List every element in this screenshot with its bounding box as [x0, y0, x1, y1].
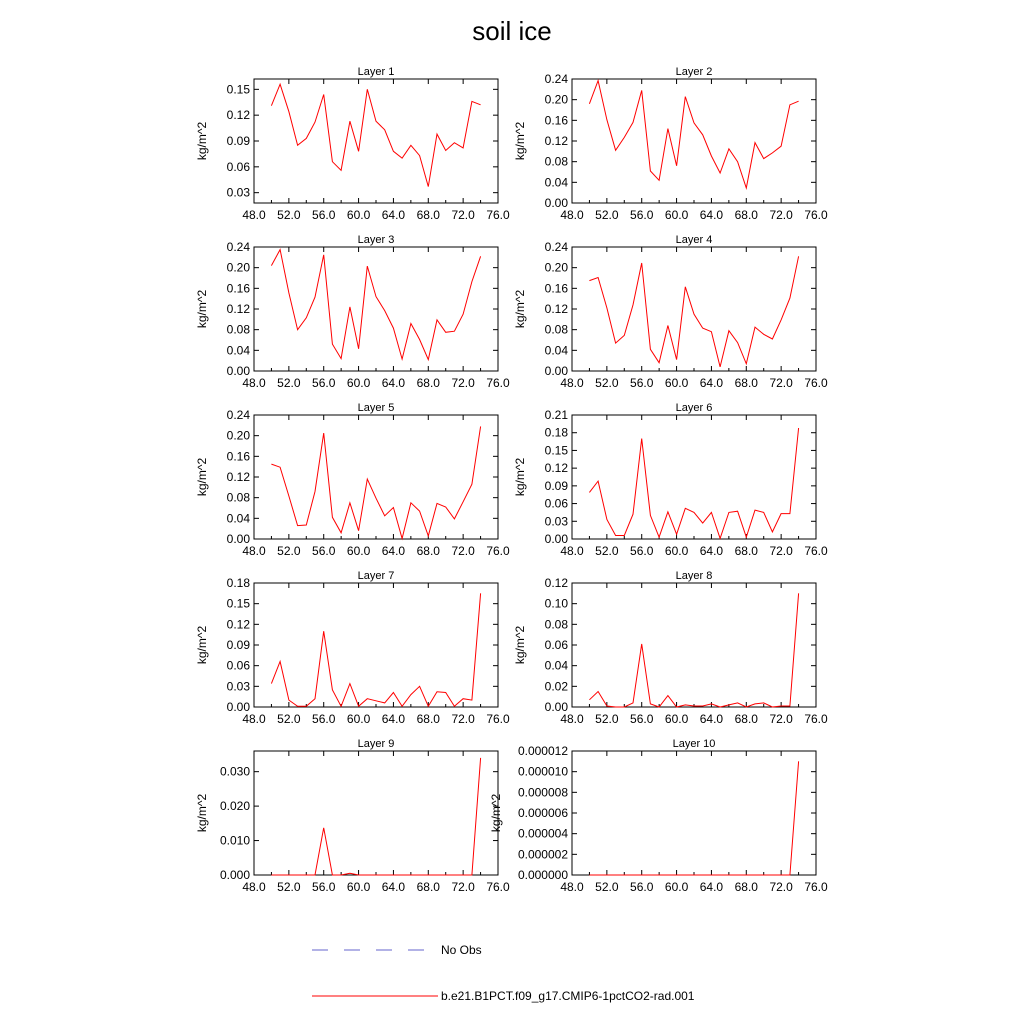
y-tick-label: 0.00 — [544, 364, 568, 378]
x-tick-label: 56.0 — [312, 880, 336, 894]
x-tick-label: 60.0 — [346, 880, 371, 894]
y-tick-label: 0.12 — [226, 617, 250, 632]
y-tick-label: 0.02 — [544, 679, 568, 694]
y-axis-label: kg/m^2 — [195, 121, 209, 161]
x-tick-label: 64.0 — [381, 376, 406, 390]
x-tick-label: 48.0 — [242, 544, 266, 558]
y-tick-label: 0.21 — [544, 408, 568, 422]
plot-frame — [572, 247, 816, 371]
y-tick-label: 0.16 — [544, 113, 568, 128]
y-tick-label: 0.16 — [226, 449, 250, 464]
y-tick-label: 0.04 — [544, 175, 568, 190]
figure-title: soil ice — [472, 16, 552, 46]
series-line — [589, 81, 798, 188]
y-tick-label: 0.08 — [226, 322, 250, 337]
panel-8 — [513, 570, 828, 726]
plot-frame — [572, 583, 816, 707]
y-tick-label: 0.00 — [544, 700, 568, 714]
x-tick-label: 56.0 — [630, 208, 654, 222]
legend-no-obs-line — [312, 940, 442, 960]
y-tick-label: 0.08 — [544, 322, 568, 337]
y-tick-label: 0.09 — [544, 478, 568, 493]
x-tick-label: 64.0 — [381, 544, 406, 558]
x-tick-label: 76.0 — [486, 208, 510, 222]
x-tick-label: 64.0 — [381, 712, 406, 726]
x-tick-label: 72.0 — [769, 544, 793, 558]
y-axis-label: kg/m^2 — [489, 793, 503, 833]
x-tick-label: 56.0 — [312, 712, 336, 726]
panel-title: Layer 5 — [357, 402, 395, 414]
y-tick-label: 0.10 — [544, 596, 568, 611]
x-tick-label: 64.0 — [381, 208, 406, 222]
x-tick-label: 60.0 — [346, 712, 371, 726]
plot-frame — [254, 79, 498, 203]
x-tick-label: 52.0 — [277, 376, 301, 390]
legend-model-run-label: b.e21.B1PCT.f09_g17.CMIP6-1pctCO2-rad.001 — [441, 989, 695, 1003]
y-tick-label: 0.08 — [544, 617, 568, 632]
panel-5 — [195, 402, 510, 558]
y-tick-label: 0.12 — [544, 134, 568, 148]
x-tick-label: 52.0 — [595, 208, 619, 222]
x-tick-label: 52.0 — [277, 712, 301, 726]
x-tick-label: 64.0 — [699, 376, 724, 390]
x-tick-label: 52.0 — [595, 376, 619, 390]
x-tick-label: 72.0 — [451, 208, 475, 222]
plot-frame — [254, 247, 498, 371]
panel-1 — [195, 66, 510, 222]
panel-title: Layer 8 — [675, 570, 713, 582]
x-tick-label: 76.0 — [804, 376, 828, 390]
x-tick-label: 56.0 — [312, 544, 336, 558]
x-tick-label: 52.0 — [277, 208, 301, 222]
x-tick-label: 68.0 — [416, 208, 440, 222]
panel-9 — [195, 738, 510, 894]
y-tick-label: 0.06 — [226, 159, 250, 174]
y-tick-label: 0.12 — [226, 302, 250, 316]
x-tick-label: 60.0 — [664, 544, 689, 558]
panel-title: Layer 9 — [357, 738, 395, 750]
x-tick-label: 64.0 — [699, 544, 724, 558]
x-tick-label: 68.0 — [734, 880, 758, 894]
y-tick-label: 0.15 — [226, 596, 250, 611]
x-tick-label: 48.0 — [242, 880, 266, 894]
x-tick-label: 64.0 — [381, 880, 406, 894]
plot-frame — [572, 79, 816, 203]
y-tick-label: 0.24 — [226, 408, 250, 422]
panel-7 — [195, 570, 510, 726]
y-tick-label: 0.15 — [226, 82, 250, 97]
panel-4 — [513, 234, 828, 390]
panel-title: Layer 6 — [675, 402, 713, 414]
x-tick-label: 64.0 — [699, 208, 724, 222]
x-tick-label: 52.0 — [595, 880, 619, 894]
y-tick-label: 0.010 — [219, 833, 250, 848]
y-tick-label: 0.12 — [226, 108, 250, 123]
panel-10 — [489, 738, 828, 894]
y-tick-label: 0.000008 — [517, 785, 568, 800]
y-tick-label: 0.09 — [226, 638, 250, 652]
y-tick-label: 0.24 — [544, 240, 568, 254]
x-tick-label: 48.0 — [560, 376, 584, 390]
y-axis-label: kg/m^2 — [513, 457, 527, 497]
x-tick-label: 52.0 — [277, 544, 301, 558]
y-tick-label: 0.00 — [226, 700, 250, 714]
plot-frame — [254, 751, 498, 875]
x-tick-label: 72.0 — [769, 712, 793, 726]
y-tick-label: 0.08 — [226, 490, 250, 505]
x-tick-label: 56.0 — [630, 376, 654, 390]
y-tick-label: 0.04 — [544, 343, 568, 358]
panel-title: Layer 1 — [357, 66, 395, 78]
y-tick-label: 0.20 — [226, 428, 250, 443]
series-line — [589, 256, 798, 367]
y-tick-label: 0.000006 — [517, 806, 568, 820]
panel-title: Layer 7 — [357, 570, 395, 582]
x-tick-label: 56.0 — [630, 712, 654, 726]
y-tick-label: 0.06 — [544, 638, 568, 652]
y-axis-label: kg/m^2 — [195, 793, 209, 833]
y-tick-label: 0.20 — [544, 92, 568, 107]
y-tick-label: 0.15 — [544, 443, 568, 458]
x-tick-label: 60.0 — [664, 880, 689, 894]
plot-frame — [572, 751, 816, 875]
x-tick-label: 72.0 — [451, 712, 475, 726]
y-tick-label: 0.08 — [544, 154, 568, 169]
x-tick-label: 72.0 — [451, 880, 475, 894]
plot-frame — [254, 583, 498, 707]
y-tick-label: 0.12 — [544, 576, 568, 590]
legend-no-obs-label: No Obs — [441, 943, 482, 957]
x-tick-label: 64.0 — [699, 880, 724, 894]
x-tick-label: 52.0 — [277, 880, 301, 894]
x-tick-label: 68.0 — [734, 376, 758, 390]
series-line — [271, 84, 480, 186]
series-line — [589, 761, 798, 875]
y-tick-label: 0.12 — [226, 470, 250, 484]
y-axis-label: kg/m^2 — [195, 625, 209, 665]
series-line — [271, 426, 480, 538]
x-tick-label: 52.0 — [595, 544, 619, 558]
plot-frame — [572, 415, 816, 539]
y-axis-label: kg/m^2 — [195, 457, 209, 497]
x-tick-label: 56.0 — [312, 376, 336, 390]
panel-title: Layer 2 — [675, 66, 713, 78]
y-tick-label: 0.09 — [226, 134, 250, 148]
y-tick-label: 0.03 — [226, 185, 250, 200]
x-tick-label: 48.0 — [242, 376, 266, 390]
y-tick-label: 0.000002 — [517, 847, 568, 862]
panel-2 — [513, 66, 828, 222]
x-tick-label: 64.0 — [699, 712, 724, 726]
y-tick-label: 0.18 — [226, 576, 250, 590]
legend-model-run — [312, 986, 732, 1006]
y-tick-label: 0.03 — [544, 514, 568, 529]
y-tick-label: 0.000012 — [517, 744, 568, 758]
y-tick-label: 0.04 — [544, 658, 568, 673]
x-tick-label: 48.0 — [242, 208, 266, 222]
series-line — [271, 250, 480, 360]
y-tick-label: 0.20 — [544, 260, 568, 275]
y-tick-label: 0.20 — [226, 260, 250, 275]
x-tick-label: 56.0 — [630, 544, 654, 558]
y-tick-label: 0.000000 — [517, 868, 568, 882]
y-tick-label: 0.00 — [226, 532, 250, 546]
x-tick-label: 48.0 — [242, 712, 266, 726]
y-tick-label: 0.00 — [544, 196, 568, 210]
x-tick-label: 68.0 — [416, 544, 440, 558]
x-tick-label: 76.0 — [486, 880, 510, 894]
y-axis-label: kg/m^2 — [513, 121, 527, 161]
y-tick-label: 0.06 — [226, 658, 250, 673]
x-tick-label: 68.0 — [416, 376, 440, 390]
x-tick-label: 72.0 — [769, 376, 793, 390]
plot-frame — [254, 415, 498, 539]
x-tick-label: 60.0 — [346, 376, 371, 390]
x-tick-label: 72.0 — [769, 880, 793, 894]
panel-title: Layer 3 — [357, 234, 395, 246]
x-tick-label: 76.0 — [804, 208, 828, 222]
y-tick-label: 0.00 — [544, 532, 568, 546]
x-tick-label: 68.0 — [734, 544, 758, 558]
panel-6 — [513, 402, 828, 558]
x-tick-label: 48.0 — [560, 880, 584, 894]
x-tick-label: 76.0 — [486, 544, 510, 558]
y-axis-label: kg/m^2 — [513, 625, 527, 665]
series-line — [271, 593, 480, 706]
y-tick-label: 0.16 — [544, 281, 568, 296]
x-tick-label: 72.0 — [769, 208, 793, 222]
x-tick-label: 48.0 — [560, 208, 584, 222]
x-tick-label: 68.0 — [416, 880, 440, 894]
x-tick-label: 72.0 — [451, 544, 475, 558]
y-tick-label: 0.04 — [226, 511, 250, 526]
y-tick-label: 0.12 — [544, 461, 568, 476]
series-line — [589, 593, 798, 707]
series-line — [589, 428, 798, 538]
x-tick-label: 76.0 — [804, 712, 828, 726]
x-tick-label: 52.0 — [595, 712, 619, 726]
x-tick-label: 60.0 — [664, 208, 689, 222]
y-tick-label: 0.030 — [219, 764, 250, 779]
x-tick-label: 68.0 — [416, 712, 440, 726]
x-tick-label: 56.0 — [312, 208, 336, 222]
legend-no-obs — [312, 940, 512, 960]
y-tick-label: 0.18 — [544, 425, 568, 440]
y-tick-label: 0.000004 — [517, 826, 568, 841]
x-tick-label: 76.0 — [486, 376, 510, 390]
y-tick-label: 0.00 — [226, 364, 250, 378]
panel-title: Layer 4 — [675, 234, 713, 246]
x-tick-label: 72.0 — [451, 376, 475, 390]
y-tick-label: 0.03 — [226, 679, 250, 694]
legend-model-run-line — [312, 986, 442, 1006]
x-tick-label: 48.0 — [560, 712, 584, 726]
x-tick-label: 68.0 — [734, 208, 758, 222]
y-tick-label: 0.12 — [544, 302, 568, 316]
x-tick-label: 60.0 — [346, 544, 371, 558]
y-tick-label: 0.06 — [544, 496, 568, 511]
panel-3 — [195, 234, 510, 390]
y-tick-label: 0.000 — [219, 868, 250, 882]
y-tick-label: 0.24 — [544, 72, 568, 86]
x-tick-label: 56.0 — [630, 880, 654, 894]
x-tick-label: 60.0 — [346, 208, 371, 222]
x-tick-label: 76.0 — [804, 880, 828, 894]
y-tick-label: 0.04 — [226, 343, 250, 358]
y-axis-label: kg/m^2 — [195, 289, 209, 329]
x-tick-label: 60.0 — [664, 376, 689, 390]
y-axis-label: kg/m^2 — [513, 289, 527, 329]
x-tick-label: 76.0 — [804, 544, 828, 558]
series-line — [271, 758, 480, 875]
x-tick-label: 68.0 — [734, 712, 758, 726]
x-tick-label: 60.0 — [664, 712, 689, 726]
y-tick-label: 0.16 — [226, 281, 250, 296]
panel-title: Layer 10 — [672, 738, 716, 750]
y-tick-label: 0.24 — [226, 240, 250, 254]
y-tick-label: 0.020 — [219, 799, 250, 814]
y-tick-label: 0.000010 — [517, 764, 568, 779]
x-tick-label: 48.0 — [560, 544, 584, 558]
x-tick-label: 76.0 — [486, 712, 510, 726]
